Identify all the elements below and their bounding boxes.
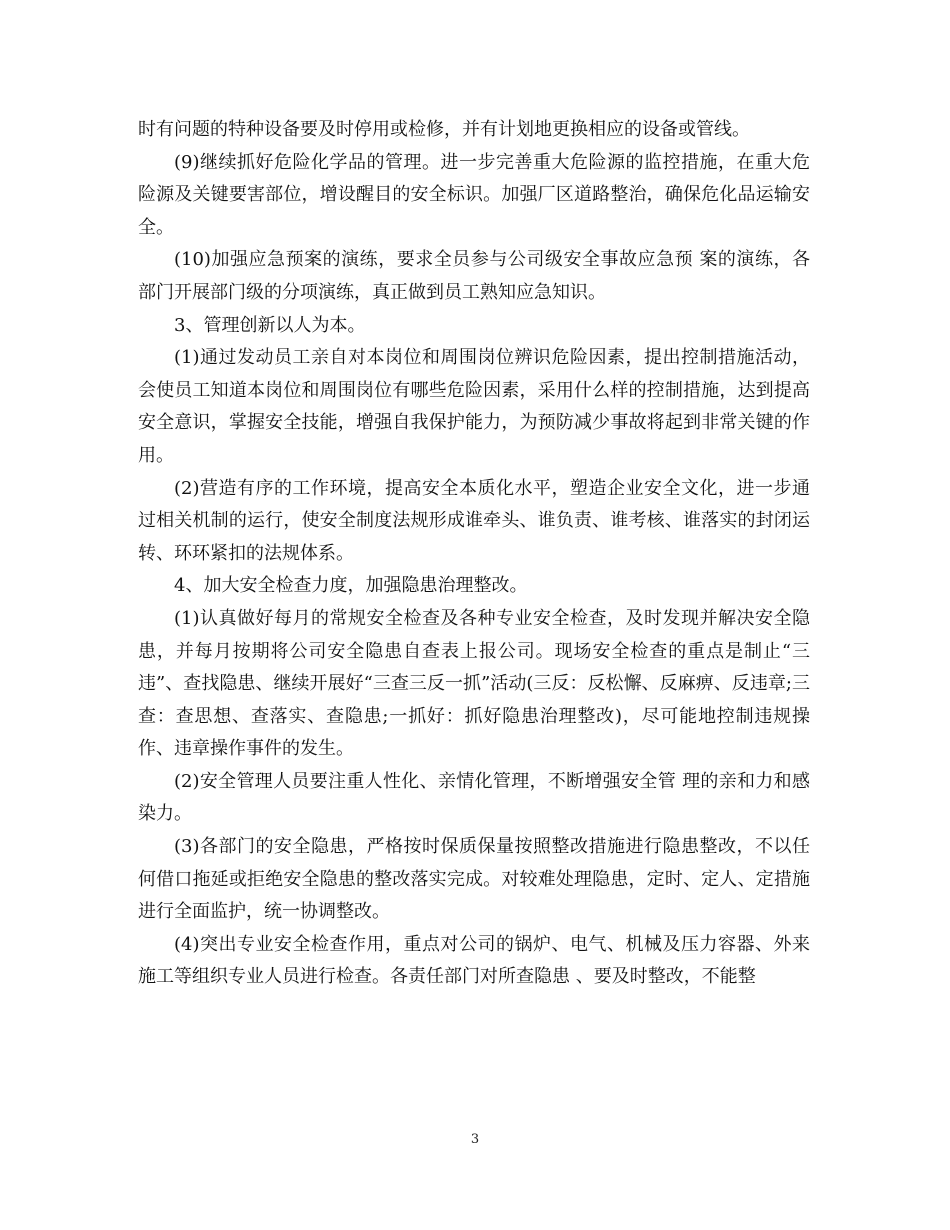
paragraph-9: (2)安全管理人员要注重人性化、亲情化管理，不断增强安全管 理的亲和力和感染力。 [138, 770, 810, 825]
page-number: 3 [470, 1132, 480, 1147]
paragraph-8: (1)认真做好每月的常规安全检查及各种专业安全检查，及时发现并解决安全隐患，并每月按期将公司安全隐患自查表上报公司。现场安全检查的重点是制止“三违”、查找隐患、继续开展好“三查三反一抓”活动(三反：反松懈、反麻痹、反违章;三查：查思想、查落实、查隐患;一抓好：抓好隐患治理整改)，尽可能地控制违规操作、违章操作事件的发生。 [138, 607, 810, 760]
paragraph-1: 时有问题的特种设备要及时停用或检修，并有计划地更换相应的设备或管线。 [138, 119, 750, 140]
section-heading-3: 3、管理创新以人为本。 [174, 314, 366, 336]
paragraph-3: (10)加强应急预案的演练，要求全员参与公司级安全事故应急预 案的演练，各部门开展部门级的分项演练，真正做到员工熟知应急知识。 [138, 249, 810, 303]
paragraph-5: (1)通过发动员工亲自对本岗位和周围岗位辨识危险因素，提出控制措施活动，会使员工知道本岗位和周围岗位有哪些危险因素，采用什么样的控制措施，达到提高安全意识，掌握安全技能，增强自我保护能力，为预防减少事故将起到非常关键的作用。 [138, 347, 810, 466]
paragraph-10: (3)各部门的安全隐患，严格按时保质保量按照整改措施进行隐患整改，不以任何借口拖延或拒绝安全隐患的整改落实完成。对较难处理隐患，定时、定人、定措施进行全面监护，统一协调整改。 [138, 836, 810, 923]
paragraph-11: (4)突出专业安全检查作用，重点对公司的锅炉、电气、机械及压力容器、外来施工等组织专业人员进行检查。各责任部门对所查隐患 、要及时整改，不能整 [138, 933, 810, 988]
document-body [138, 114, 810, 994]
section-heading-4: 4、加大安全检查力度，加强隐患治理整改。 [174, 575, 528, 597]
paragraph-2: (9)继续抓好危险化学品的管理。进一步完善重大危险源的监控措施，在重大危险源及关键要害部位，增设醒目的安全标识。加强厂区道路整治，确保危化品运输安全。 [138, 151, 810, 238]
paragraph-6: (2)营造有序的工作环境，提高安全本质化水平，塑造企业安全文化，进一步通过相关机制的运行，使安全制度法规形成谁牵头、谁负责、谁考核、谁落实的封闭运转、环环紧扣的法规体系。 [138, 477, 810, 564]
